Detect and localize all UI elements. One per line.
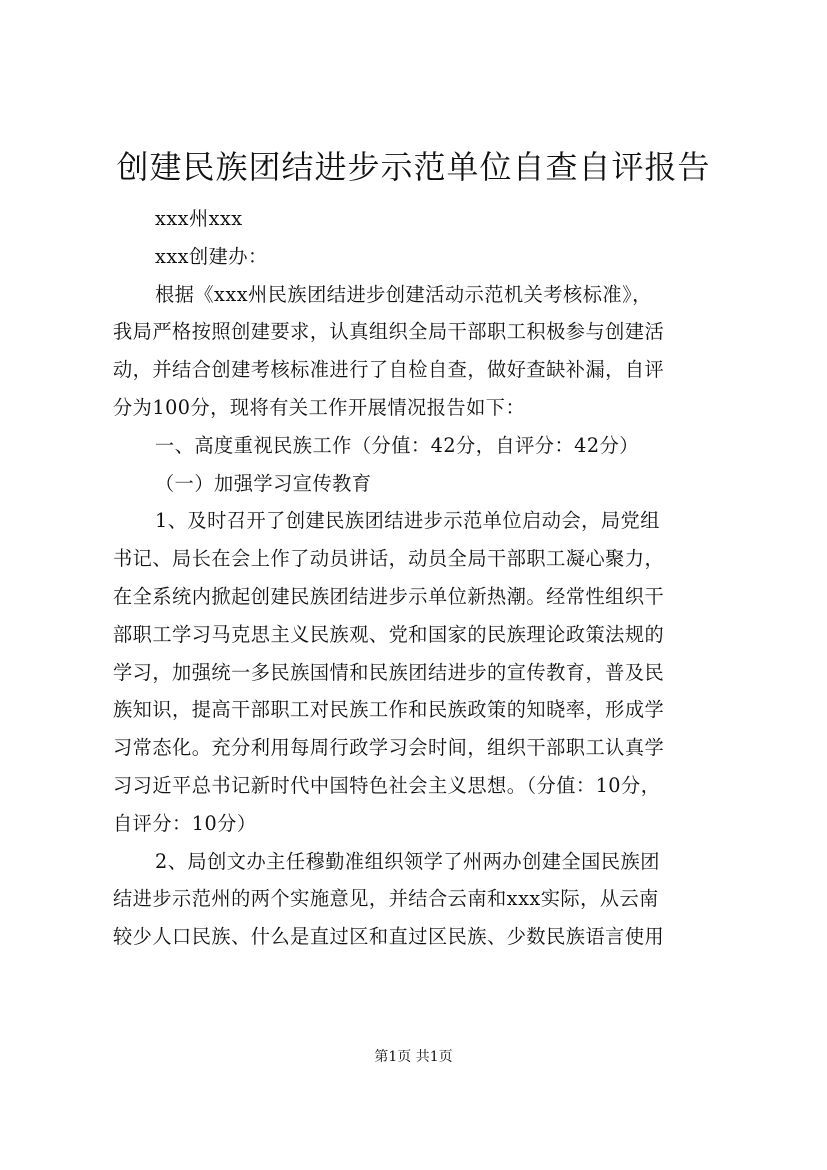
paragraph-line: 较少人口民族、什么是直过区和直过区民族、少数民族语言使用 (113, 925, 665, 949)
paragraph-line: 学习，加强统一多民族国情和民族团结进步的宣传教育，普及民 (113, 660, 665, 684)
page-number-footer: 第1页 共1页 (374, 1049, 453, 1065)
paragraph-line: 动，并结合创建考核标准进行了自检自查，做好查缺补漏，自评 (113, 358, 665, 382)
document-title: 创建民族团结进步示范单位自查自评报告 (116, 148, 711, 186)
paragraph-line: 习习近平总书记新时代中国特色社会主义思想。（分值：10分， (113, 773, 661, 797)
paragraph-line: 部职工学习马克思主义民族观、党和国家的民族理论政策法规的 (113, 622, 665, 646)
paragraph-line: 分为100分，现将有关工作开展情况报告如下： (113, 395, 526, 419)
paragraph-line: 习常态化。充分利用每周行政学习会时间，组织干部职工认真学 (113, 736, 665, 760)
paragraph-line: 2、局创文办主任穆勤准组织领学了州两办创建全国民族团 (155, 849, 660, 873)
paragraph-line: 我局严格按照创建要求，认真组织全局干部职工积极参与创建活 (113, 320, 665, 344)
paragraph-line: 书记、局长在会上作了动员讲话，动员全局干部职工凝心聚力， (113, 547, 665, 571)
paragraph-line: 自评分：10分） (113, 811, 257, 835)
section-heading: 一、高度重视民族工作（分值：42分，自评分：42分） (155, 433, 639, 457)
paragraph-line: 结进步示范州的两个实施意见，并结合云南和xxx实际，从云南 (113, 887, 659, 911)
recipient-line: xxx创建办： (155, 244, 268, 268)
paragraph-line: 1、及时召开了创建民族团结进步示范单位启动会，局党组 (155, 509, 660, 533)
recipient-line: xxx州xxx (155, 207, 243, 230)
subsection-heading: （一）加强学习宣传教育 (155, 471, 372, 495)
paragraph-line: 族知识，提高干部职工对民族工作和民族政策的知晓率，形成学 (113, 698, 665, 722)
paragraph-line: 在全系统内掀起创建民族团结进步示单位新热潮。经常性组织干 (113, 584, 665, 608)
document-body (113, 200, 738, 956)
paragraph-line: 根据《xxx州民族团结进步创建活动示范机关考核标准》， (155, 282, 652, 306)
